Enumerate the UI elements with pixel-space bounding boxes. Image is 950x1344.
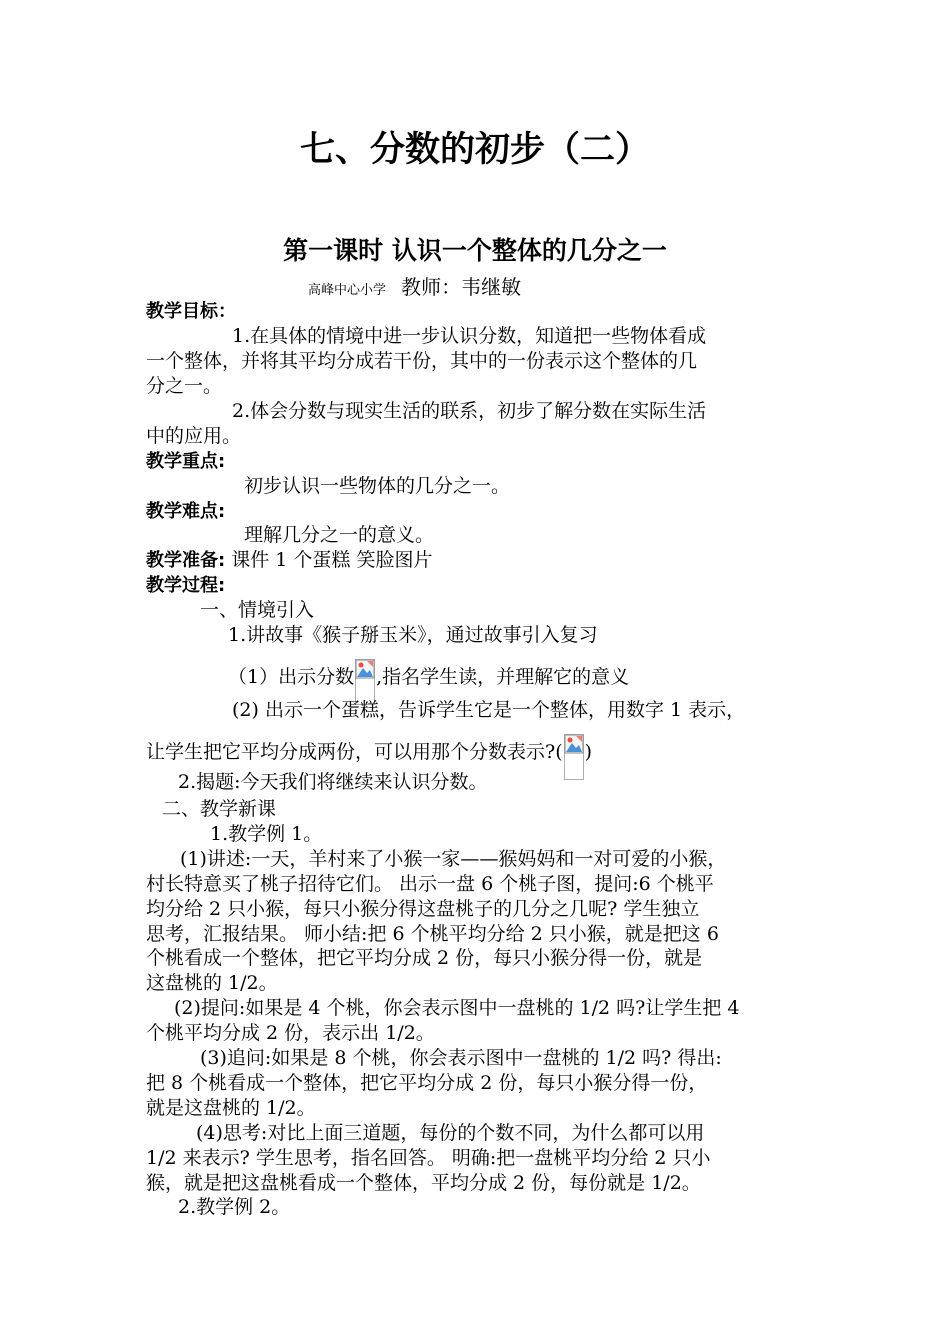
goal-1-line-a: 1.在具体的情境中进一步认识分数，知道把一些物体看成 [232,325,707,347]
para-3-line-b: 把 8 个桃看成一个整体，把它平均分成 2 份，每只小猴分得一份， [146,1072,708,1094]
preparation-text: 课件 1 个蛋糕 笑脸图片 [225,549,433,571]
goal-1-line-b: 一个整体，并将其平均分成若干份，其中的一份表示这个整体的几 [146,350,698,372]
para-1-line-a: (1)讲述:一天，羊村来了小猴一家——猴妈妈和一对可爱的小猴， [180,848,727,870]
key-point-text: 初步认识一些物体的几分之一。 [244,475,511,497]
section-2-heading: 二、教学新课 [162,798,277,820]
item-1a-suffix: ,指名学生读，并理解它的意义 [376,666,630,688]
para-1-line-f: 这盘桃的 1/2。 [146,972,278,994]
preparation-heading: 教学准备: [146,550,226,571]
para-1-line-b: 村长特意买了桃子招待它们。 出示一盘 6 个桃子图，提问:6 个桃平 [146,873,714,895]
difficulty-text: 理解几分之一的意义。 [244,524,435,546]
section-1-item-2: 2.揭题:今天我们将继续来认识分数。 [178,771,488,793]
para-2-line-a: (2)提问:如果是 4 个桃，你会表示图中一盘桃的 1/2 吗?让学生把 4 [174,997,740,1019]
para-1-line-e: 个桃看成一个整体，把它平均分成 2 份，每只小猴分得一份，就是 [146,947,703,969]
section-1-heading: 一、情境引入 [200,599,315,621]
para-4-line-b: 1/2 来表示? 学生思考，指名回答。 明确:把一盘桃平均分给 2 只小 [146,1147,711,1169]
para-4-line-c: 猴，就是把这盘桃看成一个整体，平均分成 2 份，每份就是 1/2。 [146,1172,701,1194]
section-1-item-1b: (2) 出示一个蛋糕，告诉学生它是一个整体，用数字 1 表示， [232,699,746,721]
goal-2-line-b: 中的应用。 [146,425,242,447]
item-1c-prefix: 让学生把它平均分成两份，可以用那个分数表示?( [146,741,563,763]
difficulty-heading: 教学难点: [146,501,226,522]
item-1a-prefix: （1）出示分数 [228,666,355,688]
goal-2-line-a: 2.体会分数与现实生活的联系，初步了解分数在实际生活 [232,400,707,422]
para-2-line-b: 个桃平均分成 2 份，表示出 1/2。 [146,1022,435,1044]
doc-subtitle: 第一课时 认识一个整体的几分之一 [283,236,667,265]
para-3-line-c: 就是这盘桃的 1/2。 [146,1097,316,1119]
school-name: 高峰中心小学 [308,283,387,298]
section-1-item-1: 1.讲故事《猴子掰玉米》，通过故事引入复习 [228,624,598,646]
preparation-line [146,548,826,573]
para-3-line-a: (3)追问:如果是 8 个桃，你会表示图中一盘桃的 1/2 吗? 得出: [200,1047,722,1069]
process-heading: 教学过程: [146,575,226,596]
author-line [308,271,521,300]
goal-1-line-c: 分之一。 [146,375,223,397]
para-4-line-a: (4)思考:对比上面三道题，每份的个数不同，为什么都可以用 [196,1122,705,1144]
para-1-line-d: 思考，汇报结果。 师小结:把 6 个桃平均分给 2 只小猴，就是把这 6 [146,923,719,945]
para-1-line-c: 均分给 2 只小猴，每只小猴分得这盘桃子的几分之几呢? 学生独立 [146,898,700,920]
doc-title: 七、分数的初步（二） [299,130,650,170]
goals-heading: 教学目标： [146,301,236,322]
key-point-heading: 教学重点: [146,451,226,472]
teacher-name: 教师：韦继敏 [401,275,522,299]
section-2-item-2: 2.教学例 2。 [178,1196,291,1218]
section-2-item-1: 1.教学例 1。 [210,823,323,845]
item-1c-suffix: ) [584,741,593,763]
